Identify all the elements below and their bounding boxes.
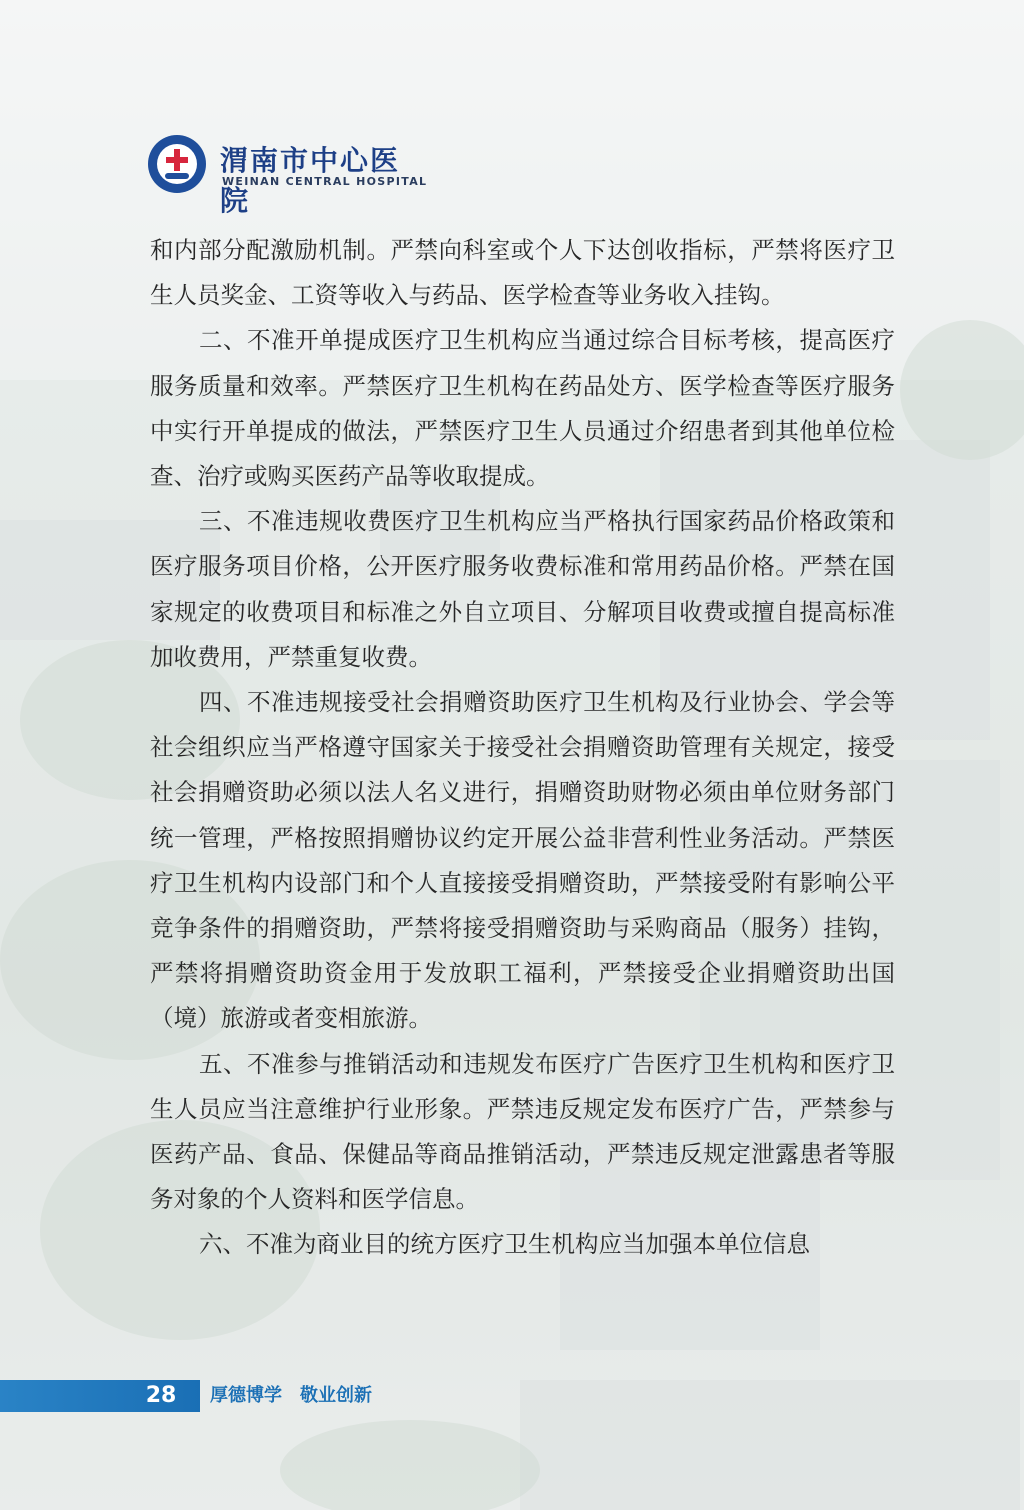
paragraph-item-3: 三、不准违规收费医疗卫生机构应当严格执行国家药品价格政策和医疗服务项目价格，公开医疗服务收费标准和常用药品价格。严禁在国家规定的收费项目和标准之外自立项目、分解项目收费或擅自提高标准加收费用，严禁重复收费。 (150, 507, 895, 671)
page-number: 28 (145, 1383, 177, 1408)
hospital-logo (148, 135, 428, 217)
paragraph-item-2: 二、不准开单提成医疗卫生机构应当通过综合目标考核，提高医疗服务质量和效率。严禁医疗卫生机构在药品处方、医学检查等医疗服务中实行开单提成的做法，严禁医疗卫生人员通过介绍患者到其他单位检查、治疗或购买医药产品等收取提成。 (150, 326, 895, 491)
hospital-seal-icon (148, 135, 206, 193)
hospital-name-en: WEINAN CENTRAL HOSPITAL (222, 175, 428, 188)
paragraph-continuation: 和内部分配激励机制。严禁向科室或个人下达创收指标，严禁将医疗卫生人员奖金、工资等收入与药品、医学检查等业务收入挂钩。 (150, 236, 895, 310)
document-body (150, 228, 895, 1268)
hospital-motto: 厚德博学 敬业创新 (210, 1385, 372, 1406)
hospital-name-cn: 渭南市中心医院 (220, 144, 401, 217)
page-footer (0, 1380, 1024, 1412)
paragraph-item-6: 六、不准为商业目的统方医疗卫生机构应当加强本单位信息 (199, 1230, 810, 1259)
paragraph-item-4: 四、不准违规接受社会捐赠资助医疗卫生机构及行业协会、学会等社会组织应当严格遵守国家关于接受社会捐赠资助管理有关规定，接受社会捐赠资助必须以法人名义进行，捐赠资助财物必须由单位财务部门统一管理，严格按照捐赠协议约定开展公益非营利性业务活动。严禁医疗卫生机构内设部门和个人直接接受捐赠资助，严禁接受附有影响公平竞争条件的捐赠资助，严禁将接受捐赠资助与采购商品（服务）挂钩，严禁将捐赠资助资金用于发放职工福利，严禁接受企业捐赠资助出国（境）旅游或者变相旅游。 (150, 688, 895, 1033)
paragraph-item-5: 五、不准参与推销活动和违规发布医疗广告医疗卫生机构和医疗卫生人员应当注意维护行业形象。严禁违反规定发布医疗广告，严禁参与医药产品、食品、保健品等商品推销活动，严禁违反规定泄露患者等服务对象的个人资料和医学信息。 (150, 1049, 895, 1214)
